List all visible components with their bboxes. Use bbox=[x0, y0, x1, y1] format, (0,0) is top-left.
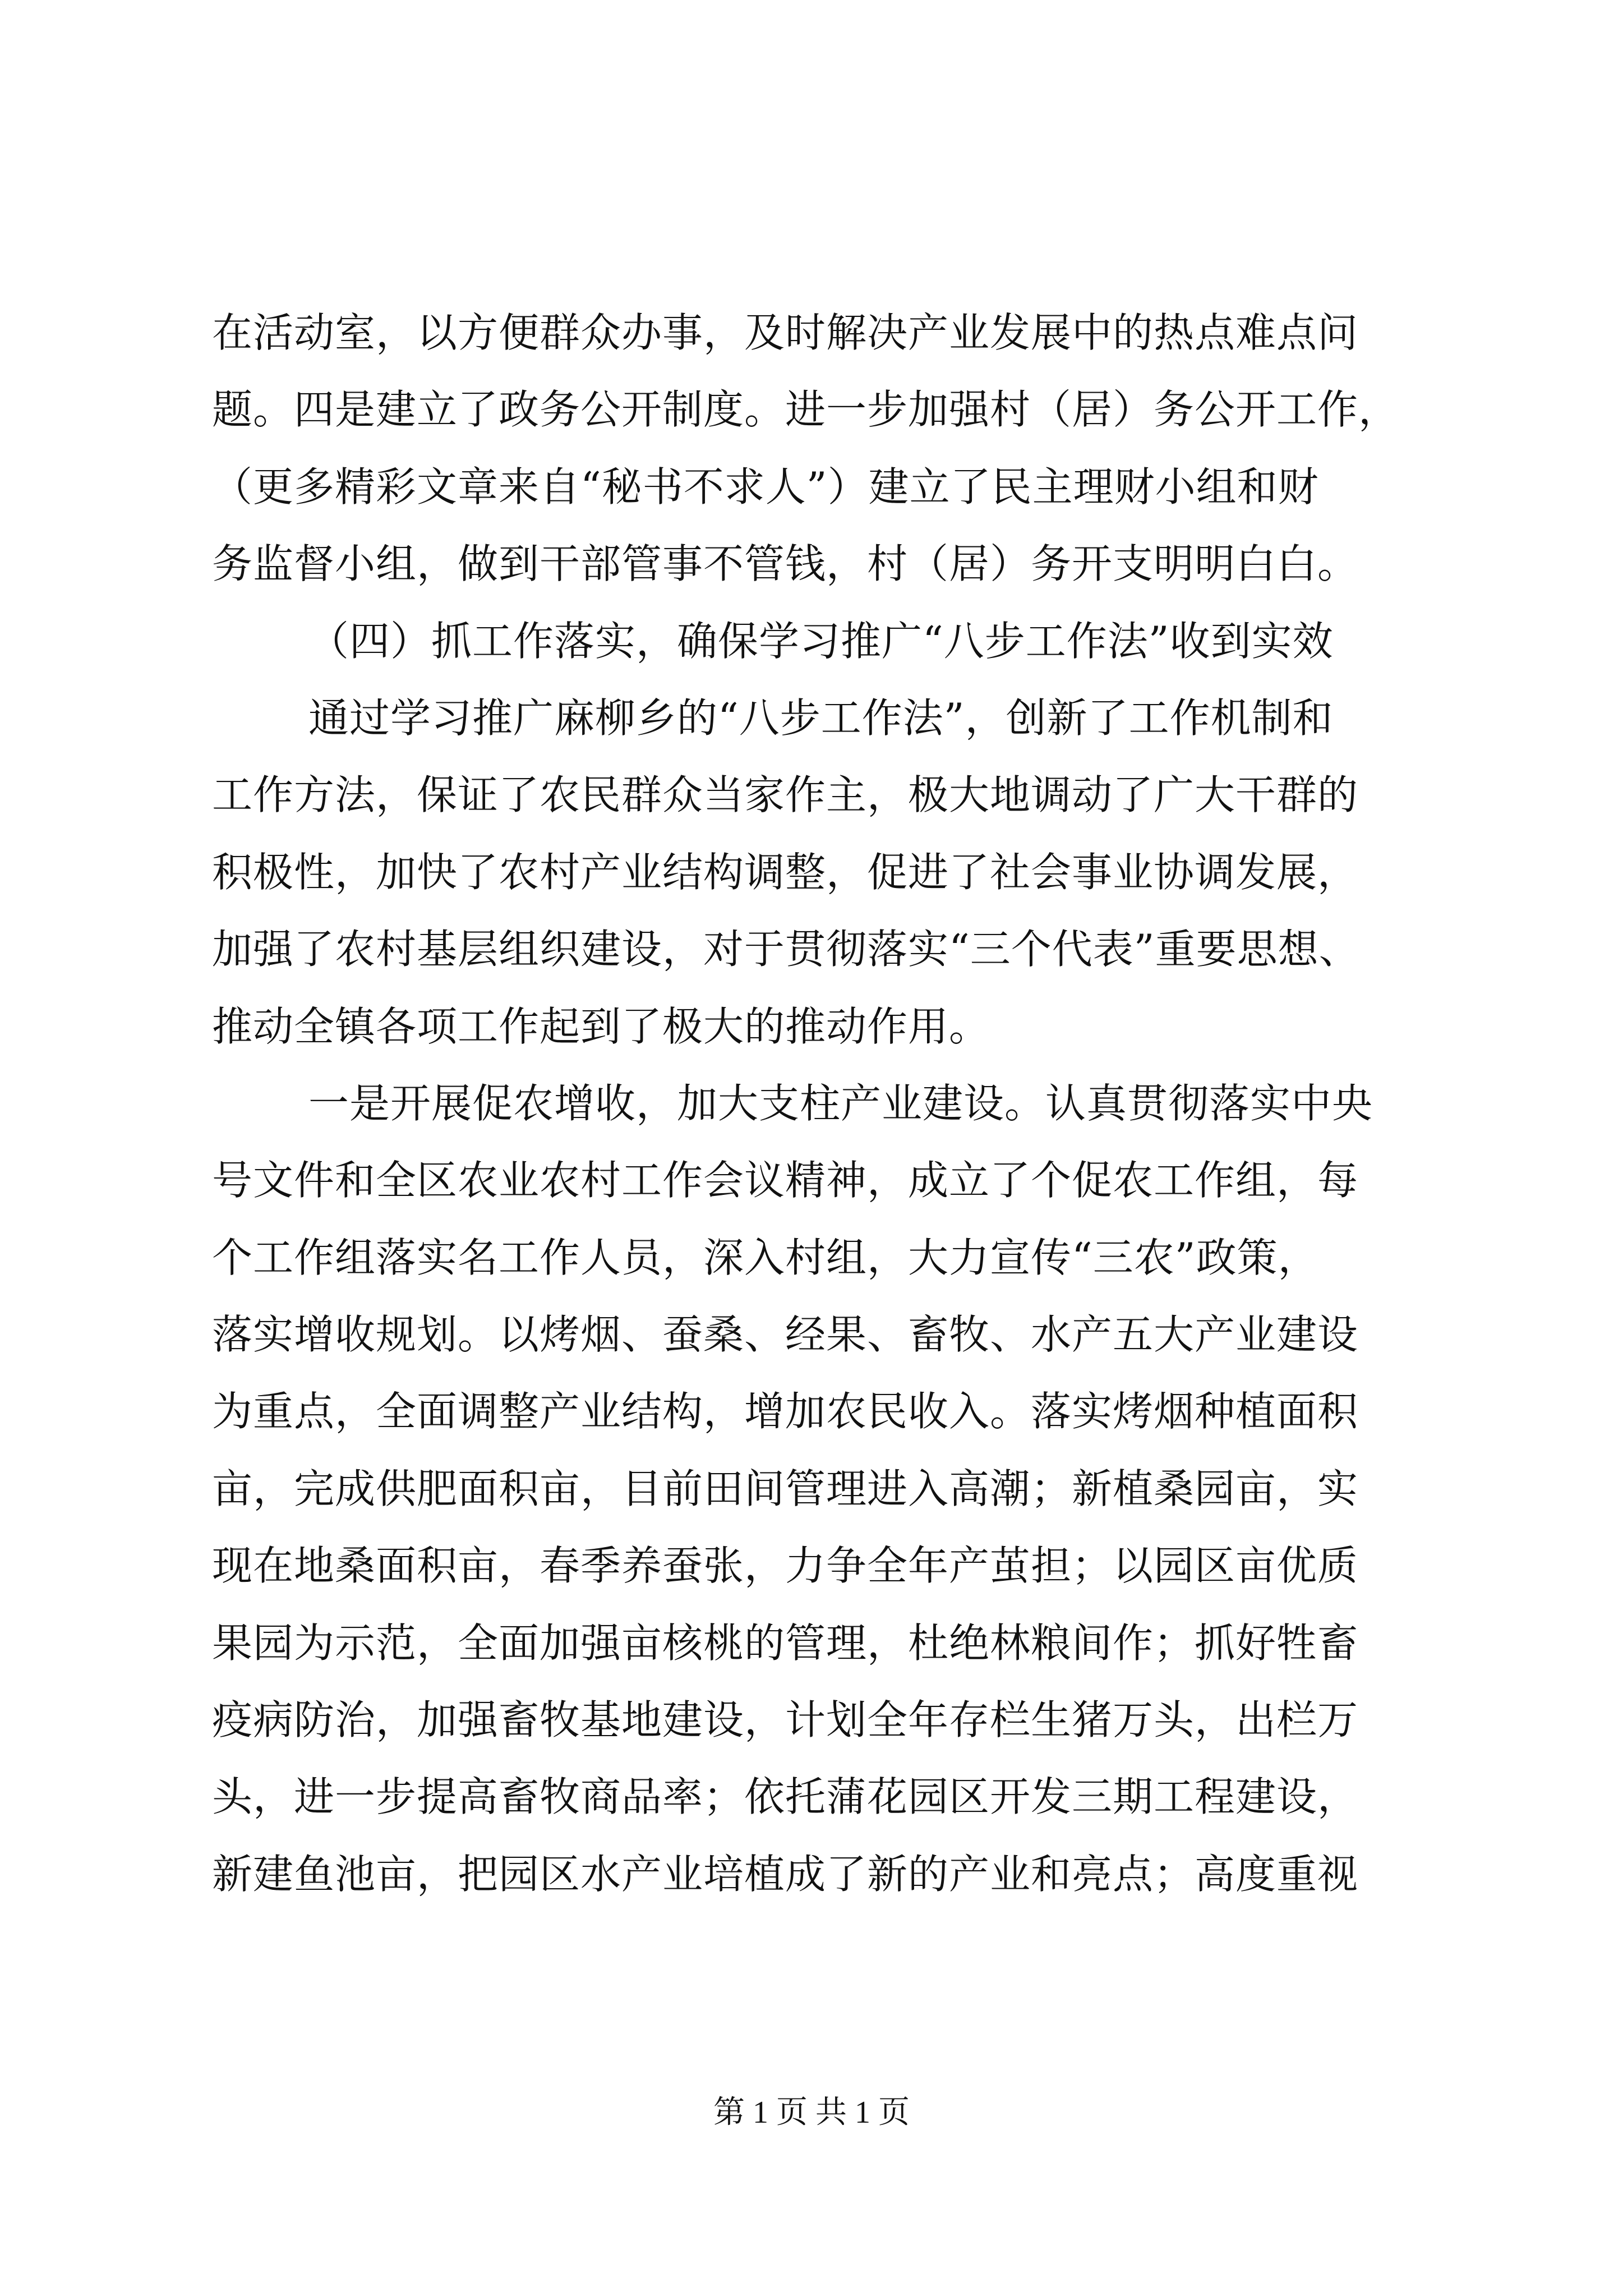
text-line: 亩，完成供肥面积亩，目前田间管理进入高潮；新植桑园亩，实 bbox=[212, 1465, 1359, 1512]
text-line: 现在地桑面积亩，春季养蚕张，力争全年产茧担；以园区亩优质 bbox=[212, 1542, 1359, 1590]
page-number: 第 1 页 共 1 页 bbox=[713, 2095, 910, 2130]
text-line: 推动全镇各项工作起到了极大的推动作用。 bbox=[212, 1002, 990, 1050]
document-body bbox=[212, 295, 1423, 1913]
text-line: 在活动室，以方便群众办事，及时解决产业发展中的热点难点问 bbox=[212, 309, 1359, 356]
text-line: 疫病防治，加强畜牧基地建设，计划全年存栏生猪万头，出栏万 bbox=[212, 1696, 1359, 1744]
text-line: 为重点，全面调整产业结构，增加农民收入。落实烤烟种植面积 bbox=[212, 1388, 1359, 1435]
text-line: 积极性，加快了农村产业结构调整，促进了社会事业协调发展， bbox=[212, 848, 1359, 896]
text-line: 号文件和全区农业农村工作会议精神，成立了个促农工作组，每 bbox=[212, 1157, 1359, 1204]
text-line: 一是开展促农增收，加大支柱产业建设。认真贯彻落实中央 bbox=[308, 1079, 1373, 1127]
text-line: 果园为示范，全面加强亩核桃的管理，杜绝林粮间作；抓好牲畜 bbox=[212, 1619, 1359, 1667]
text-line: （更多精彩文章来自“秘书不求人”）建立了民主理财小组和财 bbox=[212, 463, 1319, 510]
text-line: 新建鱼池亩，把园区水产业培植成了新的产业和亮点；高度重视 bbox=[212, 1850, 1359, 1898]
text-line: 工作方法，保证了农民群众当家作主，极大地调动了广大干群的 bbox=[212, 771, 1359, 819]
text-line: 加强了农村基层组织建设，对于贯彻落实“三个代表”重要思想、 bbox=[212, 926, 1360, 973]
text-line: 落实增收规划。以烤烟、蚕桑、经果、畜牧、水产五大产业建设 bbox=[212, 1311, 1359, 1359]
text-line: 通过学习推广麻柳乡的“八步工作法”，创新了工作机制和 bbox=[308, 694, 1334, 742]
text-line: 题。四是建立了政务公开制度。进一步加强村（居）务公开工作， bbox=[212, 386, 1400, 434]
text-line: 头，进一步提高畜牧商品率；依托蒲花园区开发三期工程建设， bbox=[212, 1773, 1359, 1821]
section-heading: （四）抓工作落实，确保学习推广“八步工作法”收到实效 bbox=[308, 617, 1334, 665]
text-line: 个工作组落实名工作人员，深入村组，大力宣传“三农”政策， bbox=[212, 1234, 1319, 1281]
text-line: 务监督小组，做到干部管事不管钱，村（居）务开支明明白白。 bbox=[212, 540, 1359, 588]
page-footer bbox=[0, 2092, 1623, 2133]
